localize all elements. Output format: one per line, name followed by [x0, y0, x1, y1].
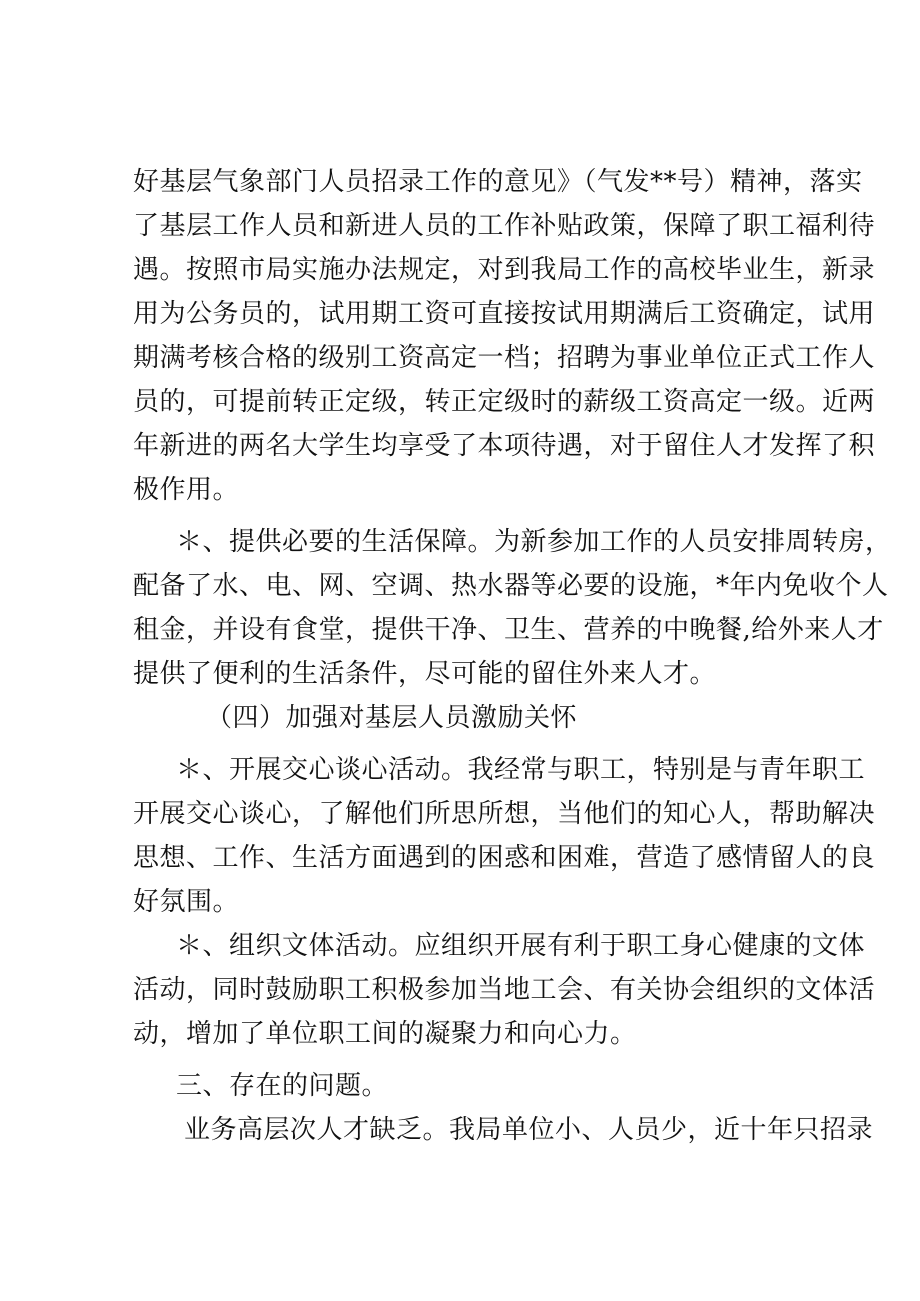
- text-line: ＊、提供必要的生活保障。为新参加工作的人员安排周转房，: [176, 527, 892, 557]
- text-line: 年新进的两名大学生均享受了本项待遇，对于留住人才发挥了积: [133, 431, 876, 461]
- text-line: 遇。按照市局实施办法规定，对到我局工作的高校毕业生，新录: [133, 255, 876, 285]
- text-line: 用为公务员的，试用期工资可直接按试用期满后工资确定，试用: [133, 299, 876, 329]
- text-line: 租金，并设有食堂，提供干净、卫生、营养的中晚餐,给外来人才: [133, 615, 884, 645]
- section-heading: （四）加强对基层人员激励关怀: [206, 703, 578, 733]
- text-line: 业务高层次人才缺乏。我局单位小、人员少，近十年只招录: [184, 1115, 874, 1145]
- text-line: 配备了水、电、网、空调、热水器等必要的设施，*年内免收个人: [133, 571, 889, 601]
- section-heading: 三、存在的问题。: [176, 1071, 389, 1101]
- text-line: 活动，同时鼓励职工积极参加当地工会、有关协会组织的文体活: [133, 975, 876, 1005]
- text-line: 开展交心谈心，了解他们所思所想，当他们的知心人，帮助解决: [133, 799, 876, 829]
- text-line: 极作用。: [133, 475, 240, 505]
- text-line: ＊、开展交心谈心活动。我经常与职工，特别是与青年职工: [176, 755, 866, 785]
- text-line: 好基层气象部门人员招录工作的意见》（气发**号）精神，落实: [133, 167, 863, 197]
- text-line: 思想、工作、生活方面遇到的困惑和困难，营造了感情留人的良: [133, 843, 876, 873]
- text-line: 了基层工作人员和新进人员的工作补贴政策，保障了职工福利待: [133, 211, 876, 241]
- text-line: 期满考核合格的级别工资高定一档；招聘为事业单位正式工作人: [133, 343, 876, 373]
- text-line: 提供了便利的生活条件，尽可能的留住外来人才。: [133, 659, 717, 689]
- text-line: 员的，可提前转正定级，转正定级时的薪级工资高定一级。近两: [133, 387, 876, 417]
- text-line: ＊、组织文体活动。应组织开展有利于职工身心健康的文体: [176, 931, 866, 961]
- text-line: 好氛围。: [133, 887, 240, 917]
- text-line: 动，增加了单位职工间的凝聚力和向心力。: [133, 1019, 637, 1049]
